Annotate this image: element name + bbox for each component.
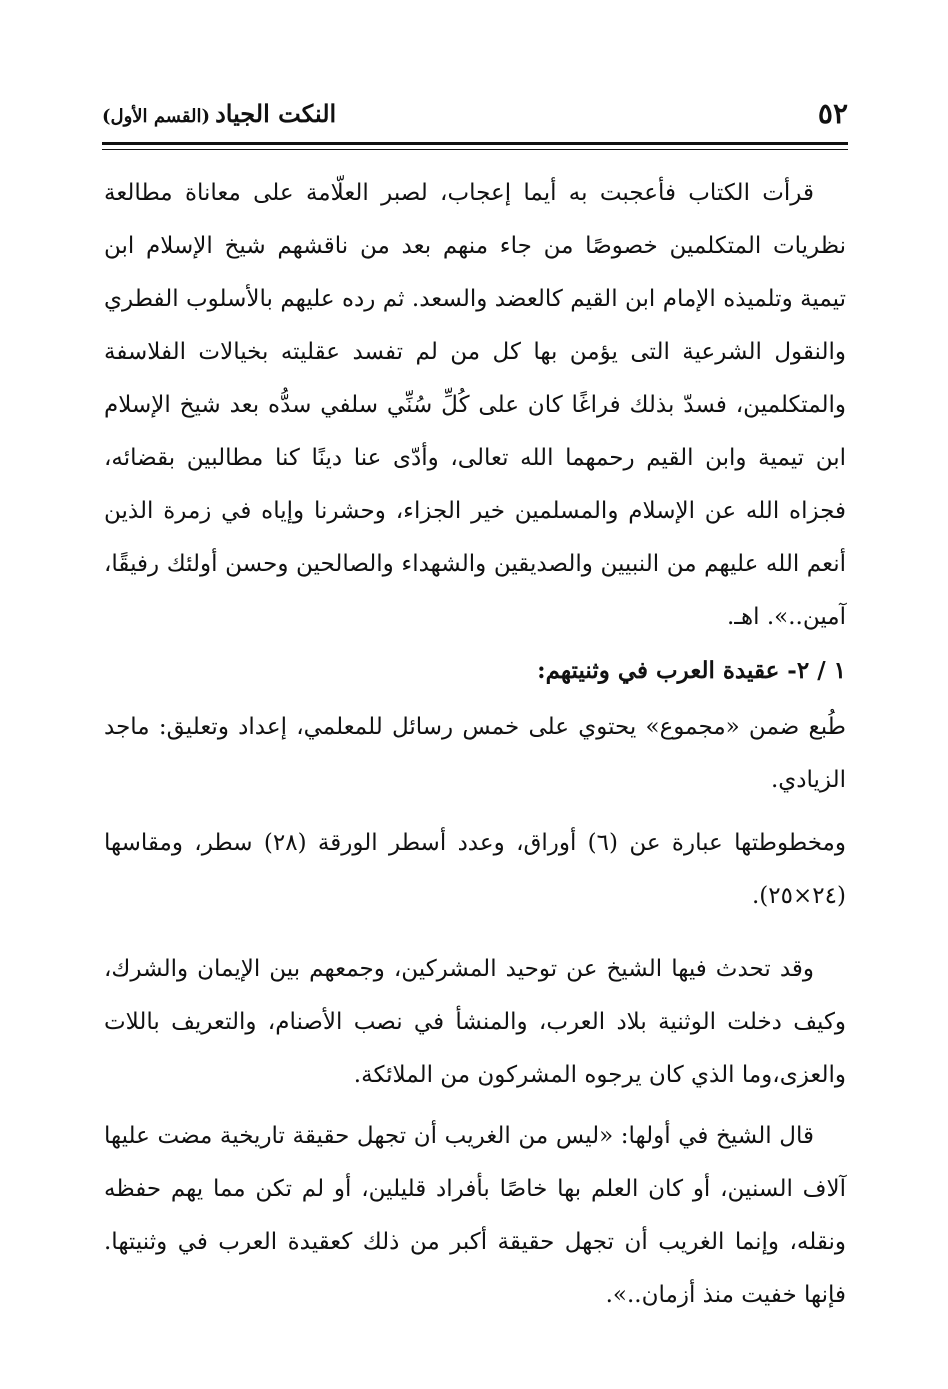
book-title: النكت الجياد [215,99,337,128]
paragraph-manuscript: ومخطوطتها عبارة عن (٦) أوراق، وعدد أسطر الورقة (٢٨) سطر، ومقاسها (٢٤×٢٥). [104,830,846,909]
header-rule-thin [102,149,848,150]
paragraph-publication: طُبع ضمن «مجموع» يحتوي على خمس رسائل للمعلمي، إعداد وتعليق: ماجد الزيادي. [104,714,846,793]
section-heading: ١ / ٢- عقيدة العرب في وثنيتهم: [537,657,846,684]
page-header [102,92,848,136]
running-title [102,92,336,139]
paragraph-quote-end: قرأت الكتاب فأعجبت به أيما إعجاب، لصبر العلّامة على معاناة مطالعة نظريات المتكلمين خصوصًا من جاء منهم بعد من ناقشهم شيخ الإسلام ابن تيمية وتلميذه الإمام ابن القيم كالعضد والسعد. ثم رده عليهم بالأسلوب الفطري والنقول الشرعية التى يؤمن بها كل من لم تفسد عقليته بخيالات الفلاسفة والمتكلمين، فسدّ بذلك فراغًا كان على كُلِّ سُنِّي سلفي سدُّه بعد شيخ الإسلام ابن تيمية وابن القيم رحمهما الله تعالى، وأدّى عنا دينًا كنا مطالبين بقضائه، فجزاه الله عن الإسلام والمسلمين خير الجزاء، وحشرنا وإياه في زمرة الذين أنعم الله عليهم من النبيين والصديقين والشهداء والصالحين وحسن أولئك رفيقًا، آمين..». اهـ. [104,180,846,630]
paragraph-topics: وقد تحدث فيها الشيخ عن توحيد المشركين، وجمعهم بين الإيمان والشرك، وكيف دخلت الوثنية بلاد العرب، والمنشأ في نصب الأصنام، والتعريف باللات والعزى،وما الذي كان يرجوه المشركون من الملائكة. [104,956,846,1088]
paragraph-opening-quote: قال الشيخ في أولها: «ليس من الغريب أن تجهل حقيقة تاريخية مضت عليها آلاف السنين، أو كان العلم بها خاصًا بأفراد قليلين، أو لم تكن مما يهم حفظه ونقله، وإنما الغريب أن تجهل حقيقة أكبر من ذلك كعقيدة العرب في وثنيتها. فإنها خفيت منذ أزمان..». [104,1123,846,1308]
page-body [104,167,846,1322]
page-number: ٥٢ [817,97,848,130]
part-label: (القسم الأول) [102,106,210,127]
header-rule-thick [102,142,848,145]
